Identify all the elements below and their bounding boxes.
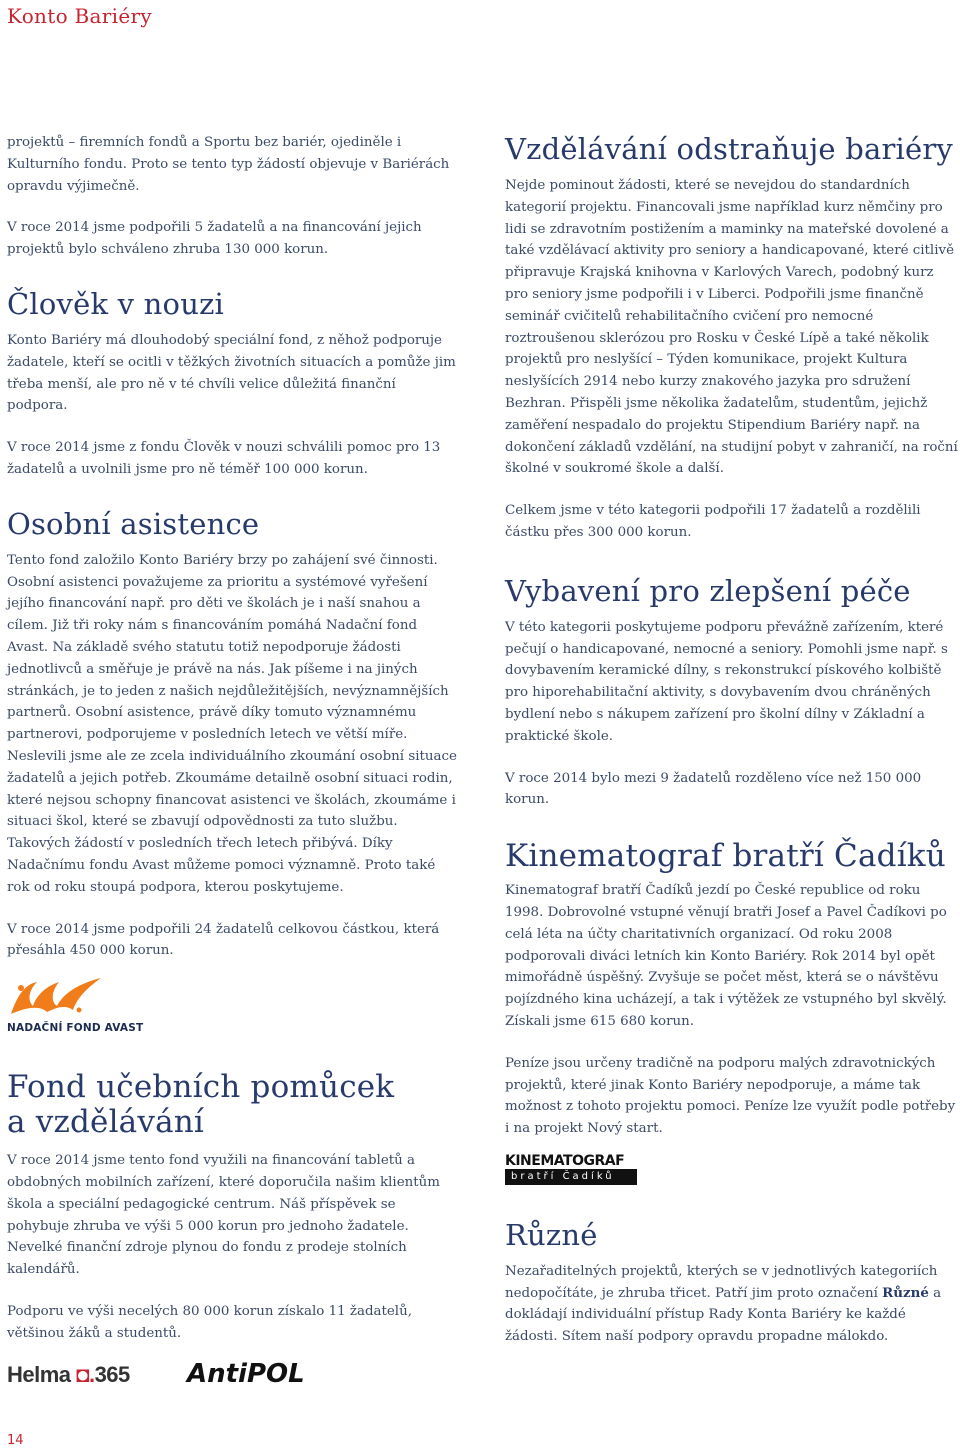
- nadacni-fond-avast-logo: [7, 976, 459, 1040]
- pomucky-paragraph-1: V roce 2014 jsme tento fond využili na financování tabletů a obdobných mobilních zařízení, které doporučila našim klientům škola a speciální pedagogické centrum. Náš příspěvek se pohybuje zhruba ve výši 5 000 korun pro jednoho žadatele. Nevelké finanční zdroje plynou do fondu z prodeje stolních kalendářů.: [7, 1153, 440, 1278]
- heading-osobni-asistence: Osobní asistence: [7, 506, 260, 541]
- ruzne-bold-term: Různé: [882, 1284, 929, 1301]
- left-column: [7, 132, 459, 1394]
- helma-logo-number: 365: [94, 1362, 130, 1388]
- helma-logo-text: Helma: [7, 1362, 71, 1388]
- heading-pomucky-line-2: a vzdělávání: [7, 1104, 205, 1141]
- heading-pomucky-line-1: Fond učebních pomůcek: [7, 1069, 395, 1106]
- heading-ruzne: Různé: [505, 1217, 598, 1252]
- antipol-logo-text: AntiPOL: [187, 1359, 305, 1390]
- right-column: [505, 132, 960, 1368]
- avast-splash-icon: [7, 976, 105, 1016]
- intro-paragraph-1: projektů – firemních fondů a Sportu bez bariér, ojediněle i Kulturního fondu. Proto se tento typ žádostí objevuje v Bariérách opravdu výjimečně.: [7, 135, 450, 194]
- kinematograf-logo: [505, 1154, 637, 1188]
- page-header-title: Konto Bariéry: [7, 4, 152, 28]
- avast-logo-label: NADAČNÍ FOND AVAST: [7, 1022, 144, 1035]
- kino-paragraph-1: Kinematograf bratří Čadíků jezdí po České republice od roku 1998. Dobrovolné vstupné věnují bratři Josef a Pavel Čadíkovi po celá léta na účty charitativních organizací. Od roku 2008 podporovali diváci letních kin Konto Bariéry. Rok 2014 byl opět mimořádně úspěšný. Zvyšuje se počet měst, která se o návštěvu pojízdného kina ucházejí, a tak i výtěžek ze vstupného byl skvělý. Získali jsme 615 680 korun.: [505, 883, 947, 1029]
- kino-paragraph-2: Peníze jsou určeny tradičně na podporu malých zdravotnických projektů, které jinak Konto Bariéry nepodporuje, a máme tak možnost z tohoto projektu pomoci. Peníze lze využít podle potřeby i na projekt Nový start.: [505, 1055, 956, 1137]
- heading-vzdelavani: Vzdělávání odstraňuje bariéry: [505, 132, 953, 166]
- kinematograf-logo-bottom: bratří Čadíků: [505, 1169, 637, 1185]
- antipol-logo: [185, 1354, 315, 1390]
- heading-fond-ucebnich-pomucek: [7, 1070, 459, 1140]
- asistence-paragraph-1: Tento fond založilo Konto Bariéry brzy po zahájení své činnosti. Osobní asistenci považujeme za prioritu a systémové vyřešení jejího financování např. pro děti ve školách je i naší snahou a cílem. Již tři roky nám s financováním pomáhá Nadační fond Avast. Na základě svého statutu totiž nepodporuje žádosti jednotlivců a směřuje je právě na nás. Jak píšeme i na jiných stránkách, je to jeden z našich nejdůležitějších, nevýznamnějších partnerů. Osobní asistence, právě díky tomuto významnému partnerovi, podporujeme v posledních letech ve větší míře. Neslevili jsme ale ze zcela individuálního zkoumání osobní situace žadatelů a jejich potřeb. Zkoumáme detailně osobní situaci rodin, které nejsou schopny financovat asistenci ve školách, zkoumáme i situaci škol, které se zbavují odpovědnosti za tuto službu. Takových žádostí v posledních třech letech přibývá. Díky Nadačnímu fondu Avast můžeme pomoci významně. Proto také rok od roku stoupá podpora, kterou poskytujeme.: [7, 552, 457, 895]
- pomucky-paragraph-2: Podporu ve výši necelých 80 000 korun získalo 11 žadatelů, většinou žáků a studentů.: [7, 1303, 412, 1341]
- ruzne-text-before: Nezařaditelných projektů, kterých se v jednotlivých kategoriích nedopočítáte, je zhruba třicet. Patří jim proto označení: [505, 1263, 938, 1301]
- heading-vybaveni: Vybavení pro zlepšení péče: [505, 573, 911, 608]
- partner-logos: [7, 1354, 459, 1394]
- kinematograf-logo-top: KINEMATOGRAF: [505, 1152, 625, 1169]
- page-number: 14: [7, 1433, 24, 1448]
- heading-kinematograf: Kinematograf bratří Čadíků: [505, 838, 946, 875]
- vybaveni-paragraph-1: V této kategorii poskytujeme podporu převážně zařízením, které pečují o handicapované, nemocné a seniory. Pomohli jsme např. s dovybavením keramické dílny, s rekonstrukcí pískového kolbiště pro hiporehabilitační aktivity, s dovybavením dvou chráněných bydlení nebo s nákupem zařízení pro školní dílny v Základní a praktické škole.: [505, 619, 948, 744]
- asistence-paragraph-2: V roce 2014 jsme podpořili 24 žadatelů celkovou částkou, která přesáhla 450 000 korun.: [7, 921, 440, 959]
- vybaveni-paragraph-2: V roce 2014 bylo mezi 9 žadatelů rozděleno více než 150 000 korun.: [505, 770, 922, 808]
- heading-clovek-v-nouzi: Člověk v nouzi: [7, 286, 225, 321]
- vzdelavani-paragraph-1: Nejde pominout žádosti, které se nevejdou do standardních kategorií projektu. Financovali jsme například kurz němčiny pro lidi se zdravotním postižením a maminky na mateřské dovolené a také vzdělávací aktivity pro seniory a handicapované, které citlivě připravuje Krajská knihovna v Karlových Varech, podobný kurz pro seniory jsme podpořili i v Liberci. Podpořili jsme finančně seminář cvičitelů rehabilitačního cvičení pro nemocné roztroušenou sklerózou pro Rosku v České Lípě a také několik projektů pro neslyšící – Týden komunikace, projekt Kultura neslyšících 2914 nebo kurzy znakového jazyka pro sdružení Bezhran. Přispěli jsme několika žadatelům, studentům, jejichž zaměření nespadalo do projektu Stipendium Bariéry např. na dokončení základů vzdělání, na studijní pobyt v zahraničí, na roční školné v soukromé škole a další.: [505, 178, 958, 477]
- ruzne-text-after: a dokládají individuální přístup Rady Konta Bariéry ke každé žádosti. Sítem naší podpory opravdu propadne málokdo.: [505, 1285, 942, 1345]
- helma-365-logo: [7, 1362, 130, 1388]
- clovek-paragraph-1: Konto Bariéry má dlouhodobý speciální fond, z něhož podporuje žadatele, kteří se ocitli v těžkých životních situacích a pomůže jim třeba menší, ale pro ně v té chvíli velice důležitá finanční podpora.: [7, 332, 456, 414]
- helma-logo-mark: ◘.: [70, 1362, 95, 1388]
- ruzne-paragraph: [505, 1261, 960, 1348]
- intro-paragraph-2: V roce 2014 jsme podpořili 5 žadatelů a na financování jejich projektů bylo schváleno zhruba 130 000 korun.: [7, 220, 422, 258]
- vzdelavani-paragraph-2: Celkem jsme v této kategorii podpořili 17 žadatelů a rozdělili částku přes 300 000 korun.: [505, 503, 921, 540]
- clovek-paragraph-2: V roce 2014 jsme z fondu Člověk v nouzi schválili pomoc pro 13 žadatelů a uvolnili jsme pro ně téměř 100 000 korun.: [7, 440, 441, 477]
